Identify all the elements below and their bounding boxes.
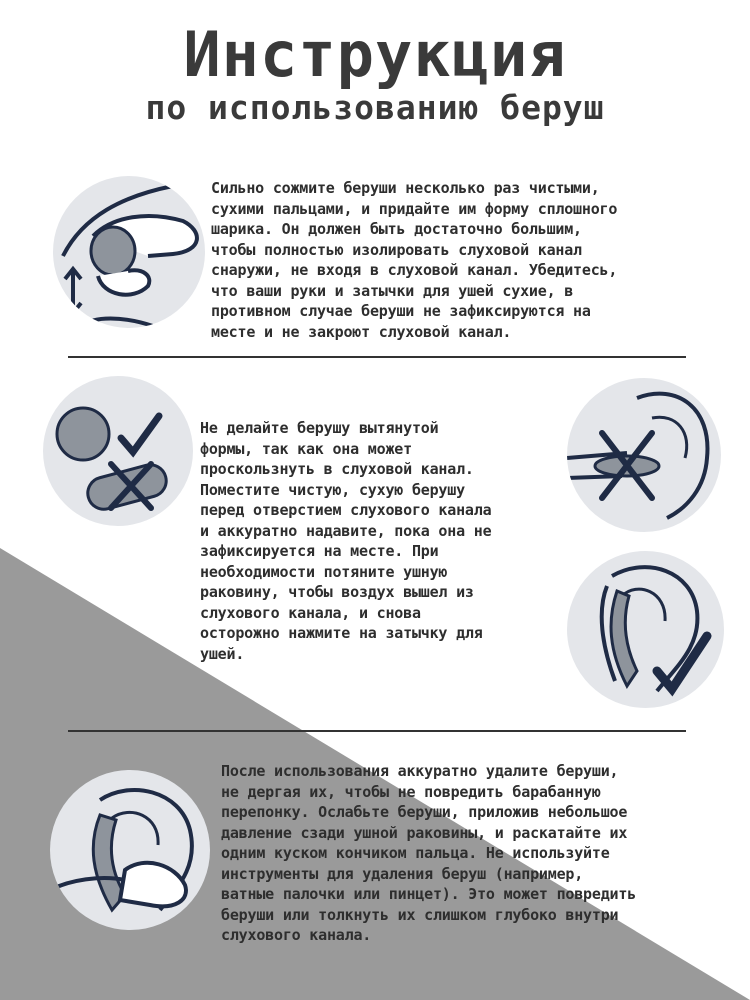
divider: [68, 730, 686, 732]
wrong-insertion-ear-icon: [567, 378, 721, 532]
divider: [68, 356, 686, 358]
step-1-text: Сильно сожмите беруши несколько раз чистыми, сухими пальцами, и придайте им форму сплошного шарика. Он должен быть достаточно большим, чтобы полностью изолировать слуховой канал снаружи, не входя в слуховой канал. Убедитесь, что ваши руки и затычки для ушей сухие, в противном случае беруши не зафиксируются на месте и не закроют слуховой канал.: [211, 179, 618, 341]
fingers-squeezing-earplug-icon: [53, 176, 205, 328]
step-2-text: Не делайте берушу вытянутой формы, так как она может проскользнуть в слуховой канал. Поместите чистую, сухую берушу перед отверстием слухового канала и аккуратно надавите, пока она не зафиксируется на месте. При необходимости потяните ушную раковину, чтобы воздух вышел из слухового канала, и снова осторожно нажмите на затычку для ушей.: [200, 419, 492, 663]
page-subtitle: по использованию беруш: [145, 88, 605, 127]
page-title: Инструкция: [183, 18, 567, 91]
correct-insertion-ear-icon: [567, 551, 724, 708]
removing-earplug-icon: [50, 770, 210, 930]
round-vs-elongated-earplug-icon: [43, 376, 193, 526]
step-3-text: После использования аккуратно удалите беруши, не дергая их, чтобы не повредить барабанную перепонку. Ослабьте беруши, приложив небольшое давление сзади ушной раковины, и раскатайте их одним куском кончиком пальца. Не используйте инструменты для удаления беруш (например, ватные палочки или пинцет). Это может повредить беруши или толкнуть их слишком глубоко внутри слухового канала.: [221, 762, 637, 944]
